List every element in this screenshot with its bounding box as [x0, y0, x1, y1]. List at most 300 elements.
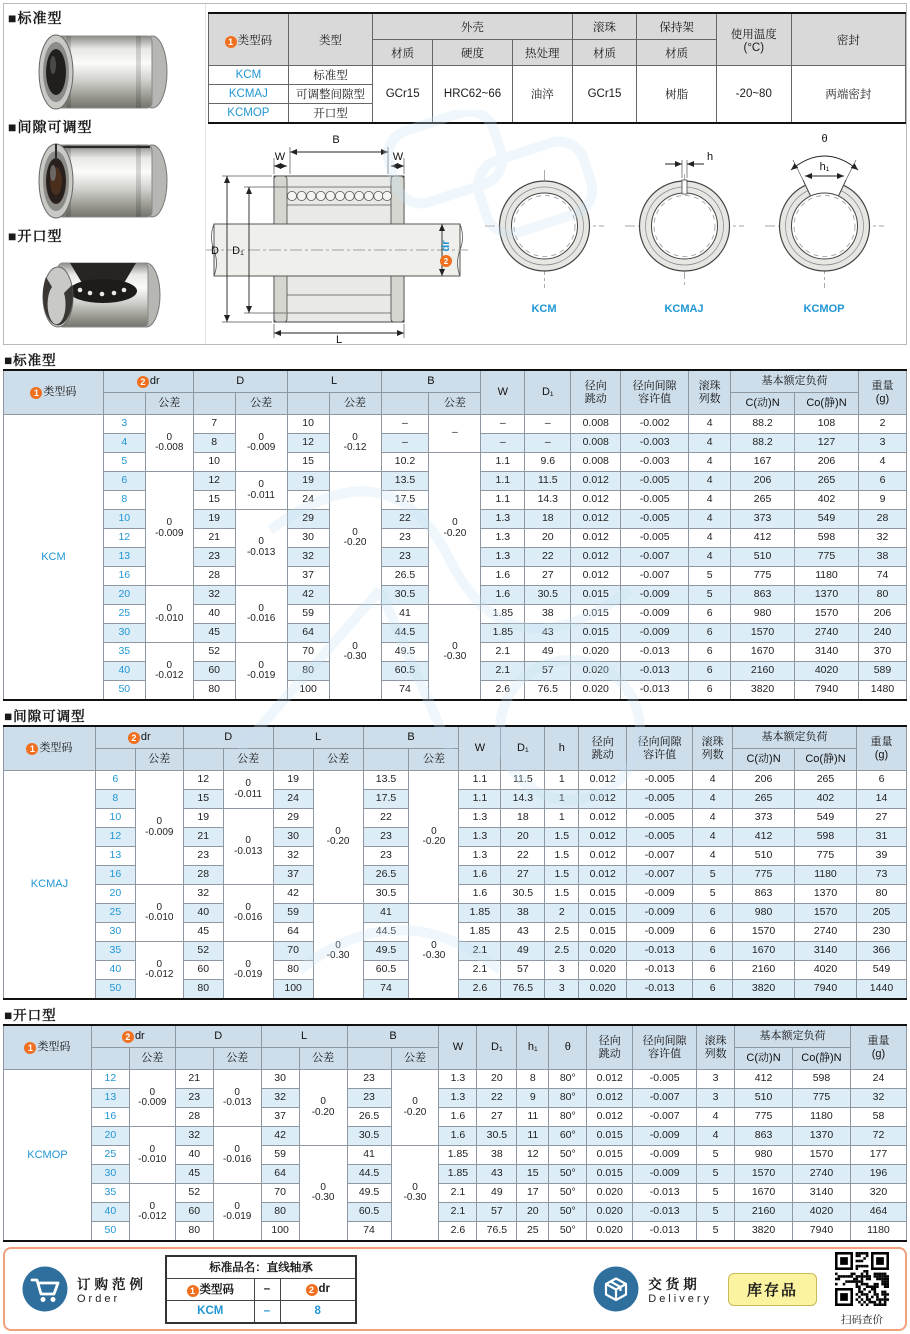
table-cell: 0 -0.019 [223, 942, 273, 1000]
table-cell: 6 [689, 681, 731, 701]
table-cell: L [273, 726, 363, 749]
table-cell: 30 [103, 624, 145, 643]
table-cell: 1 [545, 790, 579, 809]
table-cell: 402 [795, 790, 857, 809]
table-cell: 1570 [793, 1146, 851, 1165]
table-cell: 9 [517, 1089, 549, 1108]
table-cell: 30.5 [477, 1127, 517, 1146]
table-cell: 5 [693, 885, 733, 904]
table-cell: W [481, 370, 525, 415]
table-cell: 464 [850, 1203, 906, 1222]
table-cell: 57 [525, 662, 571, 681]
table-cell: 6 [689, 605, 731, 624]
open-table-container [3, 1024, 907, 1242]
table-cell: 863 [733, 885, 795, 904]
table-cell: 可调整间隙型 [288, 85, 372, 104]
table-cell: 38 [501, 904, 545, 923]
table-cell [193, 393, 235, 415]
table-cell: 863 [731, 586, 795, 605]
table-cell: 50 [91, 1222, 129, 1242]
table-cell: 0.015 [587, 1146, 633, 1165]
table-cell: 12 [95, 828, 135, 847]
order-label-en: Order [77, 1293, 121, 1305]
table-cell: 19 [273, 771, 313, 790]
table-cell: 20 [95, 885, 135, 904]
table-cell [91, 1048, 129, 1070]
table-cell: 20 [501, 828, 545, 847]
table-cell: 12 [193, 472, 235, 491]
table-cell: 412 [735, 1070, 793, 1089]
table-cell: Co(静)N [793, 1048, 851, 1070]
table-cell: – [254, 1300, 280, 1323]
table-cell: 80 [193, 681, 235, 701]
table-cell: -0.007 [621, 548, 689, 567]
table-cell: 15 [183, 790, 223, 809]
material-spec-table [208, 12, 906, 124]
delivery-box-icon [592, 1265, 640, 1313]
table-cell: 公差 [313, 749, 363, 771]
table-cell: 1370 [793, 1127, 851, 1146]
table-cell: 35 [91, 1184, 129, 1203]
table-cell: 0.012 [571, 472, 621, 491]
table-cell: 27 [856, 809, 906, 828]
table-cell: 265 [795, 472, 859, 491]
table-cell: 73 [856, 866, 906, 885]
table-cell: B [381, 370, 481, 393]
table-cell: 1.3 [459, 847, 501, 866]
table-cell: 4 [689, 548, 731, 567]
table-cell [95, 749, 135, 771]
table-cell: 70 [287, 643, 329, 662]
table-cell: 22 [477, 1089, 517, 1108]
table-cell: 1.85 [459, 923, 501, 942]
table-cell: 重量 (g) [858, 370, 906, 415]
table-cell: 49 [525, 643, 571, 662]
table-cell: 549 [795, 809, 857, 828]
table-cell: 980 [735, 1146, 793, 1165]
circle-1-badge: 1 [26, 743, 38, 755]
photo-adjustable-bearing [10, 138, 196, 224]
table-cell: 0 -0.30 [313, 904, 363, 1000]
table-cell: 1.5 [545, 885, 579, 904]
table-cell: 径向间隙 容许值 [633, 1025, 697, 1070]
ring-label-kcmaj: KCMAJ [664, 303, 704, 315]
table-cell: 径向 跳动 [571, 370, 621, 415]
table-cell: 0 -0.016 [235, 586, 287, 643]
table-cell: 滚珠 列数 [689, 370, 731, 415]
table-cell: 12 [517, 1146, 549, 1165]
table-cell: -0.009 [633, 1127, 697, 1146]
table-cell: 0.012 [579, 866, 627, 885]
table-cell: 19 [183, 809, 223, 828]
table-cell: 14 [856, 790, 906, 809]
table-cell: 1 类型码 [4, 726, 96, 771]
table-cell: 32 [287, 548, 329, 567]
table-cell: 1.85 [439, 1146, 477, 1165]
table-cell: 公差 [409, 749, 459, 771]
table-cell [103, 393, 145, 415]
table-cell: 80° [549, 1108, 587, 1127]
cart-icon [21, 1265, 69, 1313]
dim-label-D: D [211, 245, 219, 257]
table-cell: 88.2 [731, 434, 795, 453]
table-cell: 2 [858, 415, 906, 434]
table-cell: 412 [733, 828, 795, 847]
table-cell: 80 [858, 586, 906, 605]
table-cell: 30.5 [501, 885, 545, 904]
table-cell: 775 [731, 567, 795, 586]
table-cell: 0 -0.011 [235, 472, 287, 510]
table-cell: 775 [795, 548, 859, 567]
table-cell: 24 [287, 491, 329, 510]
table-cell: D [183, 726, 273, 749]
table-cell: 1670 [735, 1184, 793, 1203]
spec-table-container [208, 12, 906, 124]
table-cell: 1.6 [459, 885, 501, 904]
table-cell: GCr15 [572, 66, 637, 124]
table-cell: 0.012 [579, 828, 627, 847]
table-cell: D₁ [525, 370, 571, 415]
table-cell: 20 [517, 1203, 549, 1222]
table-cell: 1670 [731, 643, 795, 662]
table-cell: 37 [273, 866, 313, 885]
dr-chip-number: 2 [443, 257, 449, 266]
table-cell: 0.020 [579, 942, 627, 961]
table-cell: KCM [166, 1300, 254, 1323]
table-cell: 80 [273, 961, 313, 980]
photo-label-adjustable: ■间隙可调型 [8, 119, 93, 135]
table-cell: θ [549, 1025, 587, 1070]
table-cell: 1.3 [459, 828, 501, 847]
table-cell: 15 [517, 1165, 549, 1184]
table-cell: 0 -0.30 [329, 605, 381, 701]
table-cell: 26.5 [381, 567, 429, 586]
table-cell: 基本额定负荷 [733, 726, 857, 749]
table-cell: 径向间隙 容许值 [627, 726, 693, 771]
table-cell [381, 393, 429, 415]
table-cell: 373 [733, 809, 795, 828]
table-cell: 5 [689, 586, 731, 605]
table-cell: 0 -0.011 [223, 771, 273, 809]
table-cell: 0.012 [579, 771, 627, 790]
table-cell: 40 [91, 1203, 129, 1222]
table-cell: 6 [858, 472, 906, 491]
table-cell: 径向 跳动 [579, 726, 627, 771]
table-cell: B [363, 726, 459, 749]
dim-label-L: L [335, 334, 343, 345]
order-label-cn: 订购范例 [77, 1277, 147, 1292]
table-cell: 1.6 [481, 567, 525, 586]
table-cell: 108 [795, 415, 859, 434]
table-row [4, 1184, 907, 1203]
table-cell: 8 [193, 434, 235, 453]
table-cell: 28 [175, 1108, 213, 1127]
table-cell: 32 [261, 1089, 299, 1108]
table-cell: 材质 [637, 40, 717, 66]
table-cell: 80 [287, 662, 329, 681]
table-cell: 28 [858, 510, 906, 529]
table-cell: 43 [477, 1165, 517, 1184]
table-cell: -0.005 [627, 809, 693, 828]
table-cell: 1.85 [439, 1165, 477, 1184]
table-cell: 2740 [793, 1165, 851, 1184]
table-cell: 1.6 [459, 866, 501, 885]
table-cell: 11.5 [501, 771, 545, 790]
table-cell: 2.6 [481, 681, 525, 701]
table-cell: -0.005 [621, 529, 689, 548]
table-cell: 0.012 [571, 529, 621, 548]
table-cell: 0.020 [571, 643, 621, 662]
table-cell: 23 [193, 548, 235, 567]
table-cell: 3 [697, 1089, 735, 1108]
table-cell: -0.002 [621, 415, 689, 434]
table-cell: 29 [287, 510, 329, 529]
table-cell: 0.015 [571, 586, 621, 605]
dim-label-D1: D₁ [232, 245, 244, 257]
table-cell: – [481, 434, 525, 453]
table-row [4, 1070, 907, 1089]
table-cell: 50° [549, 1222, 587, 1242]
photo-label-standard: ■标准型 [8, 10, 63, 26]
dim-label-B: B [332, 134, 340, 146]
table-cell: -0.009 [633, 1165, 697, 1184]
table-cell: 0.012 [571, 548, 621, 567]
table-cell: -0.009 [633, 1146, 697, 1165]
table-cell: 32 [175, 1127, 213, 1146]
table-cell: 1.5 [545, 866, 579, 885]
table-cell: 598 [795, 529, 859, 548]
table-cell: 27 [501, 866, 545, 885]
table-cell: 32 [850, 1089, 906, 1108]
table-cell: 23 [381, 548, 429, 567]
table-cell: 5 [697, 1222, 735, 1242]
table-cell: 23 [347, 1089, 391, 1108]
table-cell: 23 [175, 1089, 213, 1108]
table-cell: 58 [850, 1108, 906, 1127]
table-cell: 40 [175, 1146, 213, 1165]
table-cell: 88.2 [731, 415, 795, 434]
table-cell: 206 [733, 771, 795, 790]
table-cell: 598 [795, 828, 857, 847]
table-cell: 1570 [795, 605, 859, 624]
table-cell: 17.5 [363, 790, 409, 809]
table-cell: -0.007 [633, 1089, 697, 1108]
table-cell: 4 [858, 453, 906, 472]
section-title-adjustable: ■间隙可调型 [4, 709, 86, 724]
table-cell: 0 -0.20 [329, 472, 381, 605]
table-cell: C(动)N [735, 1048, 793, 1070]
table-cell: 0.012 [579, 809, 627, 828]
table-cell: 60 [193, 662, 235, 681]
table-cell: 775 [733, 866, 795, 885]
table-cell: 8 [280, 1300, 356, 1323]
table-cell: 4020 [795, 961, 857, 980]
open-type-table [3, 1024, 907, 1242]
table-cell: 13 [103, 548, 145, 567]
table-cell: 21 [193, 529, 235, 548]
table-cell: 265 [731, 491, 795, 510]
table-cell: 6 [689, 624, 731, 643]
table-cell: – [525, 415, 571, 434]
table-cell: 4020 [793, 1203, 851, 1222]
table-cell: -0.005 [621, 491, 689, 510]
table-cell: 1.1 [459, 771, 501, 790]
table-cell: 1370 [795, 885, 857, 904]
table-cell: 公差 [429, 393, 481, 415]
table-cell: 1.85 [459, 904, 501, 923]
table-cell: 8 [103, 491, 145, 510]
table-cell: 4 [693, 828, 733, 847]
ring-kcmaj [614, 130, 754, 345]
table-cell: 38 [525, 605, 571, 624]
table-cell: – [254, 1278, 280, 1300]
table-cell: -0.013 [633, 1203, 697, 1222]
table-cell: 20 [103, 586, 145, 605]
table-cell: 1.3 [439, 1089, 477, 1108]
table-cell: 74 [858, 567, 906, 586]
table-cell: 0.012 [571, 491, 621, 510]
adjustable-table-container [3, 725, 907, 1000]
table-cell: 8 [95, 790, 135, 809]
table-cell: 32 [183, 885, 223, 904]
table-cell: 4 [693, 790, 733, 809]
table-cell: C(动)N [731, 393, 795, 415]
qr-code [835, 1252, 889, 1311]
table-cell: 40 [193, 605, 235, 624]
table-cell: 25 [517, 1222, 549, 1242]
table-cell: -0.005 [627, 790, 693, 809]
table-cell: 0 -0.20 [409, 771, 459, 904]
table-cell: 980 [731, 605, 795, 624]
table-cell: 2.1 [459, 961, 501, 980]
table-cell: 密封 [791, 13, 905, 66]
adjustable-type-table [3, 725, 907, 1000]
table-cell [287, 393, 329, 415]
table-cell: 6 [693, 923, 733, 942]
table-cell: -0.005 [627, 828, 693, 847]
table-cell: 3 [697, 1070, 735, 1089]
table-row [166, 1300, 356, 1323]
table-cell: 公差 [299, 1048, 347, 1070]
table-cell: 12 [103, 529, 145, 548]
table-row [209, 66, 906, 85]
table-cell: 11 [517, 1108, 549, 1127]
table-cell: 4 [689, 491, 731, 510]
table-row [166, 1278, 356, 1300]
table-row [4, 771, 907, 790]
table-cell: 0 -0.013 [213, 1070, 261, 1127]
table-cell: 70 [261, 1184, 299, 1203]
table-cell: 2.1 [481, 662, 525, 681]
table-cell: 60.5 [363, 961, 409, 980]
table-cell: 6 [693, 942, 733, 961]
table-cell: 22 [525, 548, 571, 567]
table-cell: 油淬 [512, 66, 572, 124]
table-cell: 基本额定负荷 [731, 370, 859, 393]
table-cell: 27 [477, 1108, 517, 1127]
table-cell: 23 [363, 847, 409, 866]
ring-label-kcmop: KCMOP [803, 303, 845, 315]
table-cell: 0.020 [571, 662, 621, 681]
table-cell: 0.008 [571, 453, 621, 472]
table-cell: 1180 [795, 567, 859, 586]
table-cell: 41 [363, 904, 409, 923]
table-cell: 206 [731, 472, 795, 491]
table-cell: 标准型 [288, 66, 372, 85]
table-cell: 0 -0.30 [429, 605, 481, 701]
table-cell: 80 [175, 1222, 213, 1242]
table-cell: 589 [858, 662, 906, 681]
table-cell: 0 -0.019 [235, 643, 287, 701]
table-cell: 40 [183, 904, 223, 923]
table-cell: – [481, 415, 525, 434]
table-cell: 4 [689, 415, 731, 434]
table-cell: -0.007 [627, 866, 693, 885]
table-cell: 重量 (g) [856, 726, 906, 771]
table-cell: 25 [91, 1146, 129, 1165]
table-cell: 25 [103, 605, 145, 624]
table-cell: 两端密封 [791, 66, 905, 124]
table-cell: -0.013 [621, 643, 689, 662]
table-cell: 412 [731, 529, 795, 548]
section-standard [3, 349, 907, 701]
table-cell: 2.6 [459, 980, 501, 1000]
table-cell: 240 [858, 624, 906, 643]
table-cell: 0 -0.013 [235, 510, 287, 586]
table-cell: 4 [103, 434, 145, 453]
table-cell: 1.3 [481, 510, 525, 529]
table-cell: 43 [525, 624, 571, 643]
dim-label-dr: dr [440, 240, 452, 252]
table-cell: 24 [273, 790, 313, 809]
table-cell: 3140 [795, 942, 857, 961]
table-cell: D₁ [501, 726, 545, 771]
circle-1-badge: 1 [24, 1042, 36, 1054]
table-cell: 100 [287, 681, 329, 701]
table-cell: -0.003 [621, 434, 689, 453]
table-cell: -0.009 [627, 885, 693, 904]
table-cell: 23 [183, 847, 223, 866]
table-cell: 1.6 [439, 1127, 477, 1146]
table-cell: 50° [549, 1146, 587, 1165]
table-cell: -0.009 [621, 586, 689, 605]
table-cell: 材质 [572, 40, 637, 66]
table-cell: 2 dr [280, 1278, 356, 1300]
table-cell: 52 [175, 1184, 213, 1203]
table-cell: 10 [287, 415, 329, 434]
circle-1-badge: 1 [30, 387, 42, 399]
table-cell: 50 [95, 980, 135, 1000]
table-cell: -0.013 [621, 681, 689, 701]
table-cell: 22 [501, 847, 545, 866]
table-cell: -0.005 [633, 1070, 697, 1089]
table-cell: 1440 [856, 980, 906, 1000]
table-cell: 1480 [858, 681, 906, 701]
table-cell: 2.1 [439, 1184, 477, 1203]
table-cell: 1570 [735, 1165, 793, 1184]
table-cell: -0.005 [621, 510, 689, 529]
table-cell: 6 [693, 961, 733, 980]
table-cell: 41 [381, 605, 429, 624]
table-cell: 50° [549, 1165, 587, 1184]
circle-2-badge: 2 [137, 376, 149, 388]
table-cell: 7940 [793, 1222, 851, 1242]
table-cell: 0.015 [571, 624, 621, 643]
table-cell: 5 [689, 567, 731, 586]
table-cell: 57 [477, 1203, 517, 1222]
table-cell: 3 [545, 961, 579, 980]
table-cell: 1 类型码 [4, 370, 104, 415]
